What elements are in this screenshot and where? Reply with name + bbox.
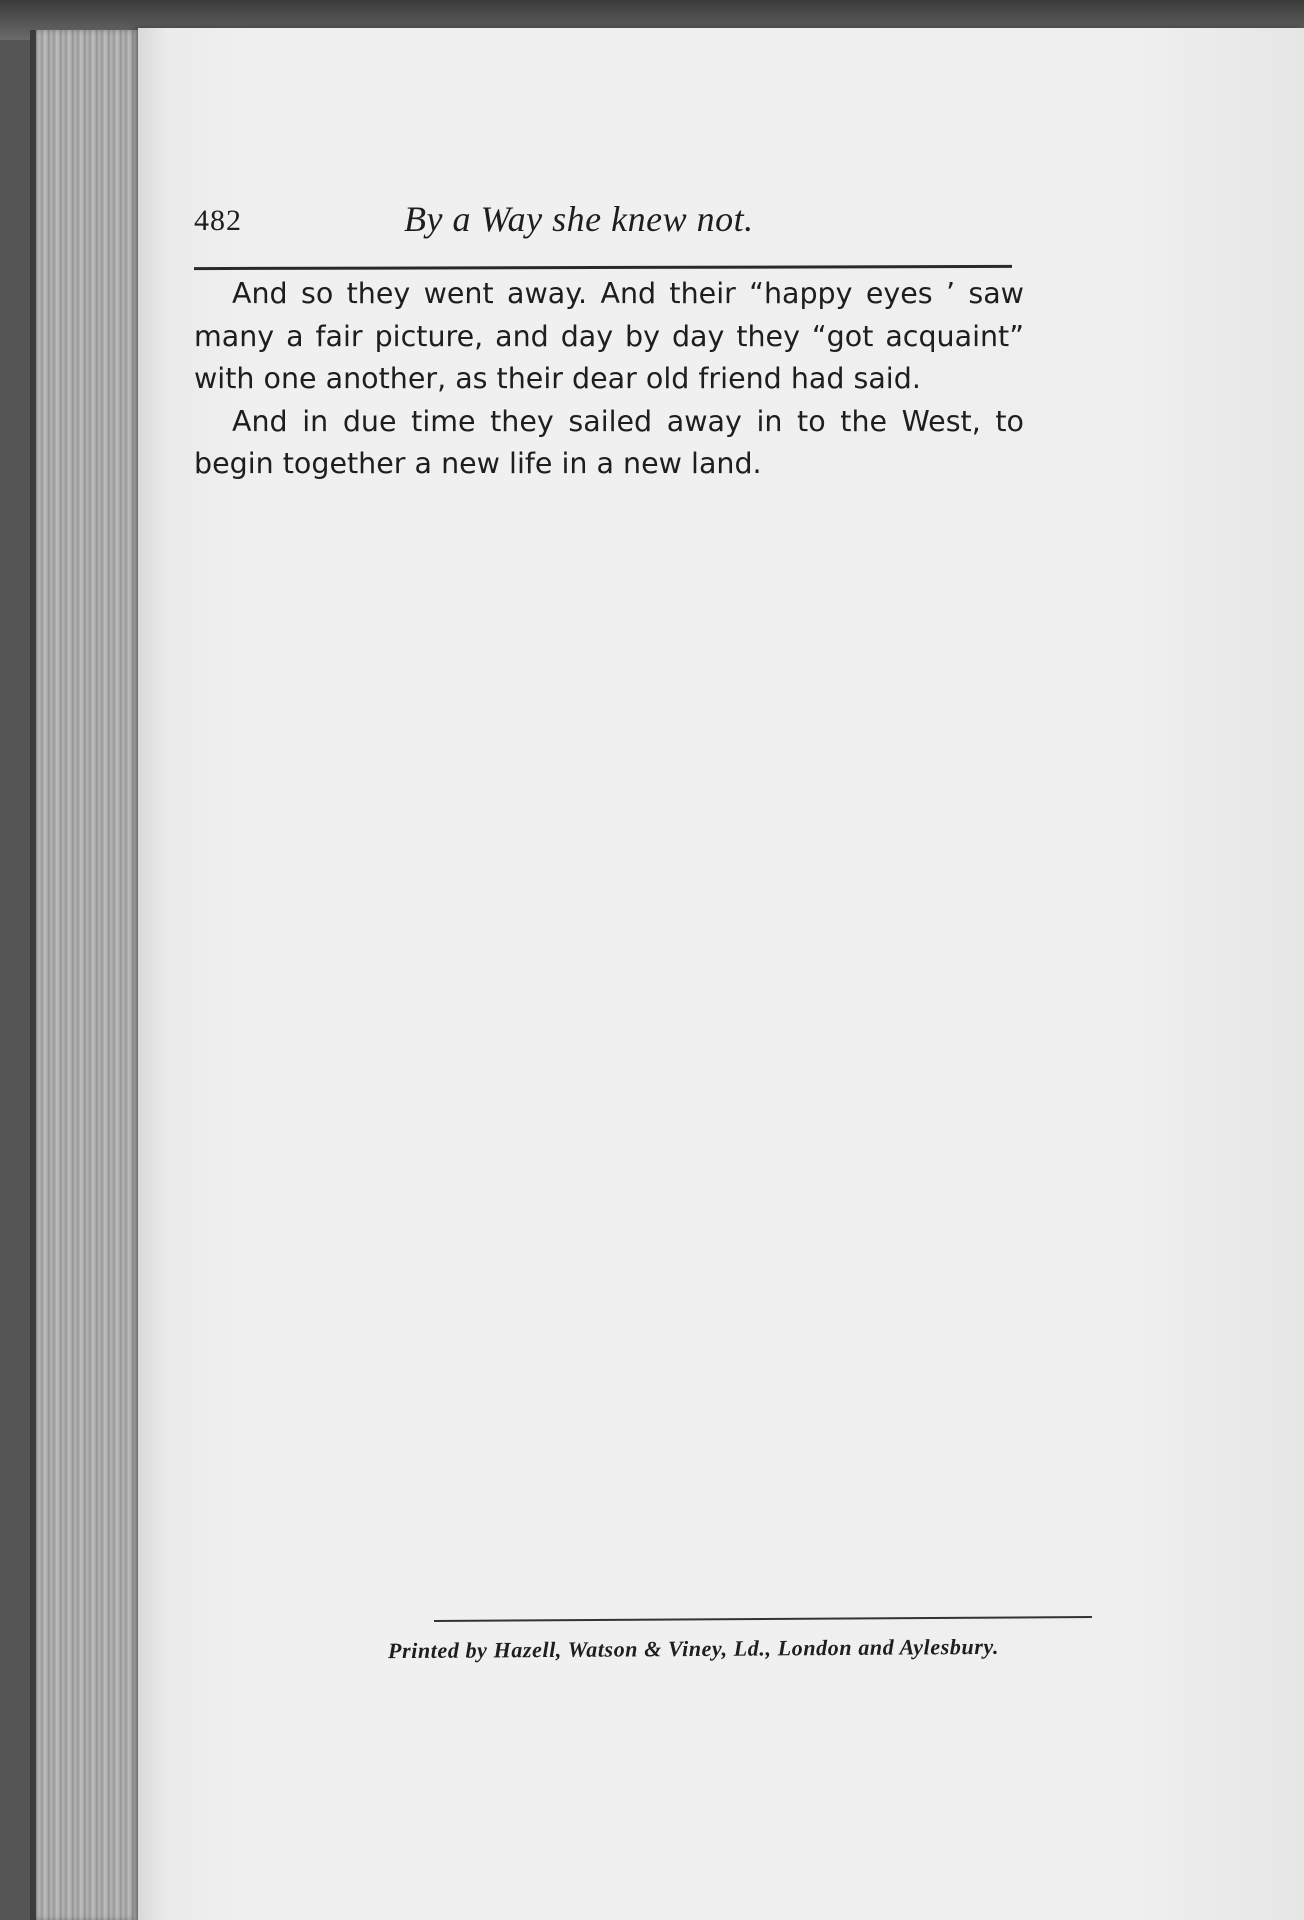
body-text xyxy=(194,273,1024,486)
paragraph: And so they went away. And their “happy eyes ’ saw many a fair picture, and day by day they “got acquaint” with one another, as their dear old friend had said. xyxy=(194,277,1024,395)
paragraph: And in due time they sailed away in to the West, to begin together a new life in a new land. xyxy=(194,404,1024,480)
running-head xyxy=(194,196,1024,246)
header-rule xyxy=(194,265,1012,270)
running-title: By a Way she knew not. xyxy=(404,199,754,239)
page-number: 482 xyxy=(194,204,242,237)
printer-imprint: Printed by Hazell, Watson & Viney, Ld., London and Aylesbury. xyxy=(387,1633,1000,1664)
text-block xyxy=(194,196,1024,486)
